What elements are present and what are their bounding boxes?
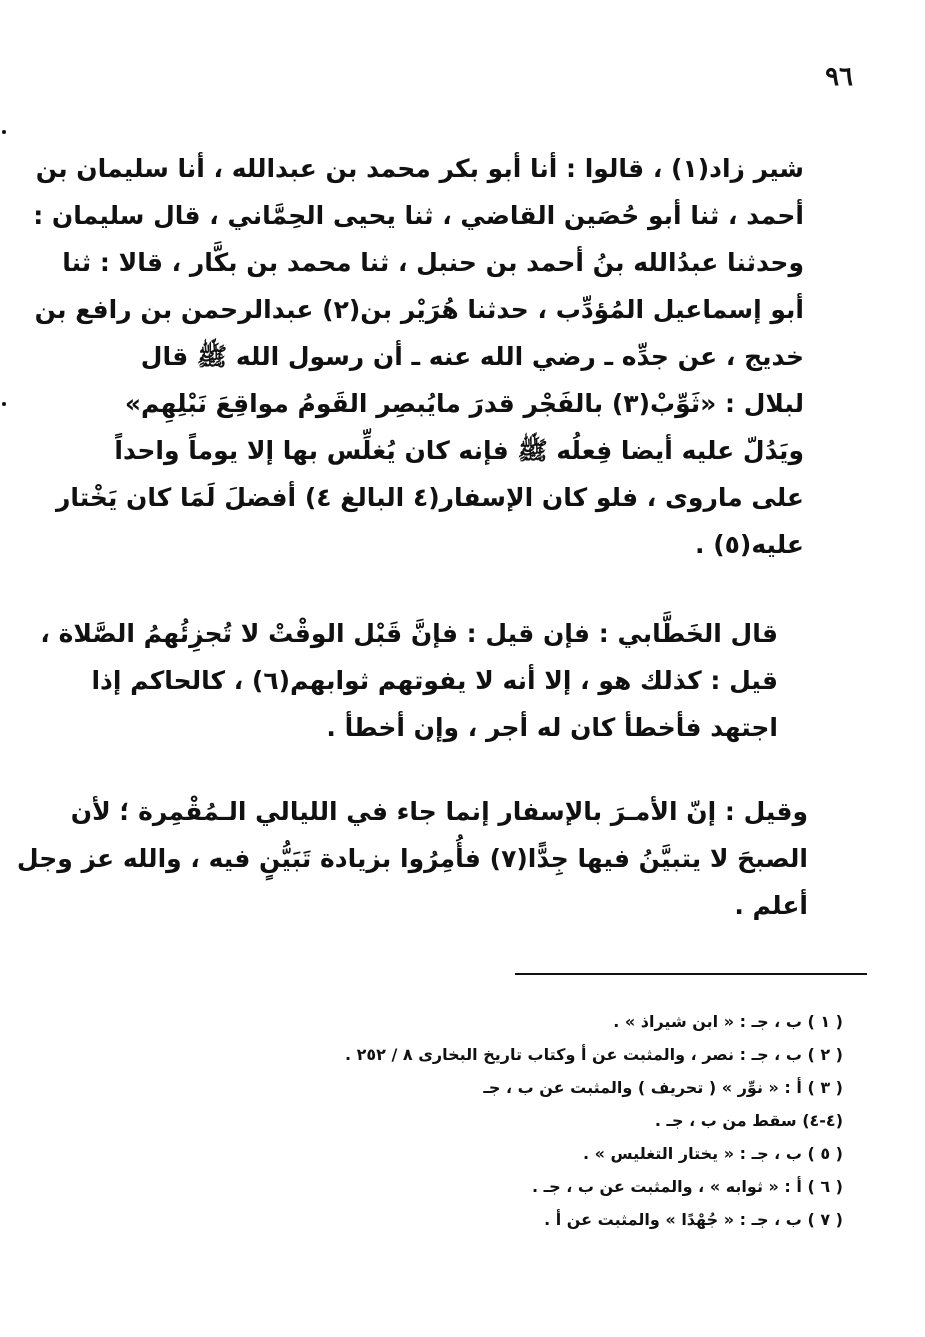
footnote-6: ( ٦ ) أ : « ثوابه » ، والمثبت عن ب ، جـ . bbox=[532, 1177, 843, 1196]
text-line: عليه(٥) . bbox=[695, 530, 804, 559]
footnote-7: ( ٧ ) ب ، جـ : « جُهْدًا » والمثبت عن أ . bbox=[544, 1210, 843, 1229]
text-line: قيل : كذلك هو ، إلا أنه لا يفوتهم ثوابهم(٦) ، كالحاكم إذا bbox=[91, 666, 778, 695]
footnotes bbox=[143, 1005, 843, 1236]
footnote-1: ( ١ ) ب ، جـ : « ابن شيراذ » . bbox=[613, 1012, 843, 1031]
text-line: أبو إسماعيل المُؤدِّب ، حدثنا هُرَيْر بن(٢) عبدالرحمن بن رافع بن bbox=[34, 295, 804, 324]
text-line: ويَدُلّ عليه أيضا فِعلُه ﷺ فإنه كان يُغلِّس بها إلا يوماً واحداً bbox=[114, 436, 804, 465]
footnote-4: (٤-٤) سقط من ب ، جـ . bbox=[654, 1111, 843, 1130]
text-line: وحدثنا عبدُالله بنُ أحمد بن حنبل ، ثنا محمد بن بكَّار ، قالا : ثنا bbox=[62, 248, 804, 277]
text-line: لبلال : «ثَوِّبْ(٣) بالفَجْر قدرَ مايُبصِر القَومُ مواقِعَ نَبْلِهِم» bbox=[124, 389, 804, 418]
text-line: وقيل : إنّ الأمـرَ بالإسفار إنما جاء في الليالي الـمُقْمِرة ؛ لأن bbox=[70, 797, 808, 826]
footnote-5: ( ٥ ) ب ، جـ : « يختار التغليس » . bbox=[583, 1144, 843, 1163]
scan-speck bbox=[2, 130, 6, 134]
footnote-divider bbox=[515, 973, 867, 975]
text-line: أحمد ، ثنا أبو حُصَين القاضي ، ثنا يحيى الحِمَّاني ، قال سليمان : bbox=[33, 201, 804, 230]
paragraph-hadith bbox=[33, 145, 804, 568]
text-line: اجتهد فأخطأ كان له أجر ، وإن أخطأ . bbox=[326, 713, 778, 742]
text-line: على ماروى ، فلو كان الإسفار(٤ البالغ ٤) أفضلَ لَمَا كان يَخْتار bbox=[55, 483, 804, 512]
paragraph-qila bbox=[16, 788, 808, 929]
page-number: ٩٦ bbox=[825, 62, 853, 92]
scan-speck bbox=[2, 402, 6, 406]
text-line: أعلم . bbox=[734, 891, 808, 920]
text-line: الصبحَ لا يتبيَّنُ فيها جِدًّا(٧) فأُمِرُوا بزيادة تَبَيُّنٍ فيه ، والله عز وجل bbox=[16, 844, 808, 873]
footnote-3: ( ٣ ) أ : « نوِّر » ( تحريف ) والمثبت عن ب ، جـ bbox=[483, 1078, 843, 1097]
footnote-2: ( ٢ ) ب ، جـ : نصر ، والمثبت عن أ وكتاب تاريخ البخارى ٨ / ٢٥٢ . bbox=[344, 1045, 843, 1064]
text-line: شير زاد(١) ، قالوا : أنا أبو بكر محمد بن عبدالله ، أنا سليمان بن bbox=[35, 154, 804, 183]
text-line: قال الخَطَّابي : فإن قيل : فإنَّ قَبْل الوقْتْ لا تُجزِئُهمُ الصَّلاة ، bbox=[40, 619, 778, 648]
paragraph-khattabi bbox=[40, 610, 778, 751]
text-line: خديج ، عن جدِّه ـ رضي الله عنه ـ أن رسول الله ﷺ قال bbox=[140, 342, 804, 371]
